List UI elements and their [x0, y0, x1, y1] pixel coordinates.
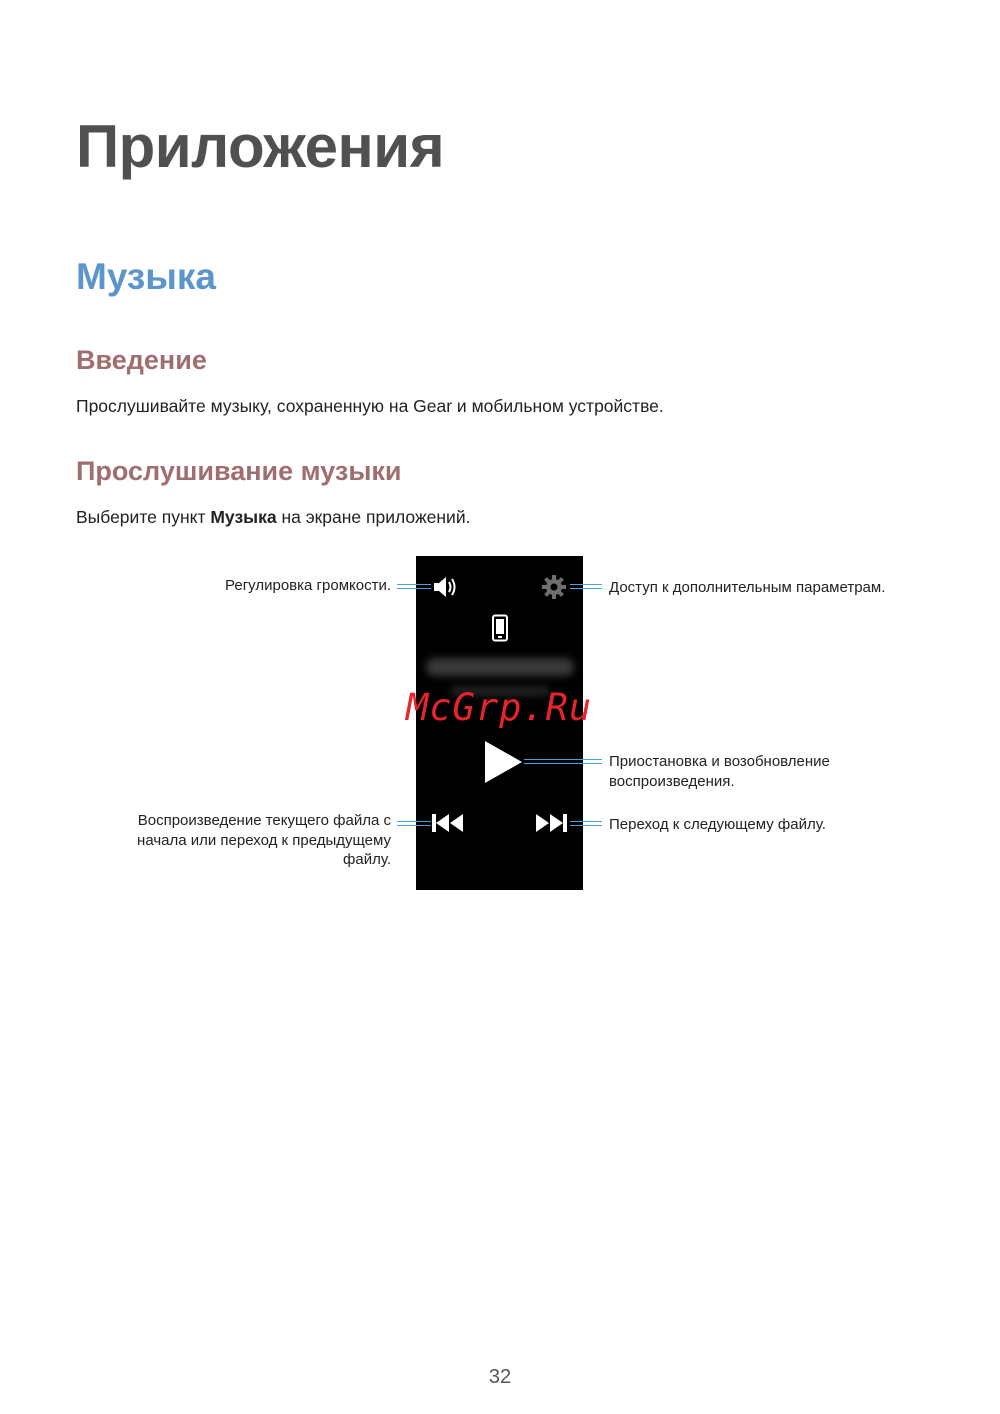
phone-icon — [490, 614, 510, 642]
settings-leader — [570, 584, 602, 589]
next-track-icon[interactable] — [534, 812, 568, 834]
volume-leader — [397, 584, 431, 589]
previous-track-icon[interactable] — [431, 812, 465, 834]
track-title-blurred — [426, 658, 574, 676]
previous-callout — [91, 811, 391, 870]
gear-icon[interactable] — [541, 574, 567, 600]
page-number: 32 — [488, 1366, 512, 1388]
play-icon[interactable] — [482, 740, 524, 784]
play-leader — [524, 759, 602, 764]
listening-text — [76, 507, 470, 528]
previous-callout-line: Воспроизведение текущего файла с — [137, 812, 391, 829]
intro-heading: Введение — [76, 345, 207, 375]
intro-text: Прослушивайте музыку, сохраненную на Gear и мобильном устройстве. — [76, 396, 664, 416]
listening-text-after: на экране приложений. — [276, 507, 471, 527]
play-callout-line: воспроизведения. — [609, 772, 735, 790]
volume-callout: Регулировка громкости. — [225, 577, 391, 594]
listening-text-bold: Музыка — [210, 507, 277, 527]
play-callout — [609, 752, 969, 791]
section-title: Музыка — [76, 256, 216, 297]
speaker-volume-icon[interactable] — [432, 574, 460, 600]
watermark: McGrp.Ru — [406, 686, 593, 729]
previous-callout-line: начала или переход к предыдущему — [137, 831, 391, 849]
next-leader — [570, 821, 602, 826]
previous-callout-line: файлу. — [343, 851, 391, 868]
play-callout-line: Приостановка и возобновление — [609, 753, 830, 770]
listening-heading: Прослушивание музыки — [76, 456, 402, 486]
settings-callout: Доступ к дополнительным параметрам. — [609, 579, 886, 596]
chapter-title: Приложения — [76, 113, 445, 180]
listening-text-before: Выберите пункт — [76, 507, 211, 527]
next-callout: Переход к следующему файлу. — [609, 816, 826, 833]
previous-leader — [397, 821, 431, 826]
